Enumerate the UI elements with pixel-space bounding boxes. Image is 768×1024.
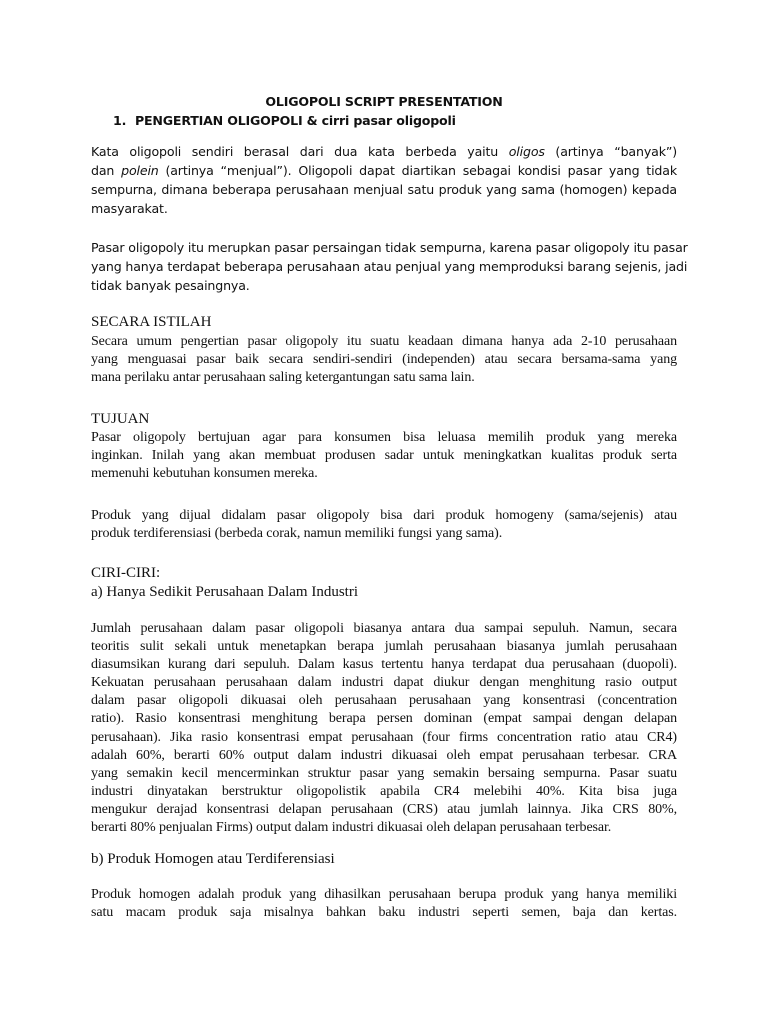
heading-text: PENGERTIAN OLIGOPOLI & cirri pasar oligopoli [135, 113, 456, 128]
text-line: dalam pasar oligopoli dikuasai oleh perusahaan perusahaan yang konsentrasi (concentration [91, 693, 677, 709]
paragraph-ciri-a [91, 620, 677, 837]
section-heading-tujuan: TUJUAN [91, 411, 150, 427]
document-title: OLIGOPOLI SCRIPT PRESENTATION [265, 94, 503, 109]
text-line: Kata oligopoli sendiri berasal dari dua kata berbeda yaitu oligos (artinya “banyak”) [91, 144, 677, 159]
text-line: Secara umum pengertian pasar oligopoly itu suatu keadaan dimana hanya ada 2-10 perusahaan [91, 334, 677, 349]
text-line: industri dinyatakan berstruktur oligopolistik apabila CR4 melebihi 40%. Kita bisa juga [91, 783, 677, 799]
text-line: yang menguasai pasar baik secara sendiri-sendiri (independen) atau secara bersama-sama yang [91, 352, 677, 368]
text-line: memenuhi kebutuhan konsumen mereka. [91, 466, 318, 482]
text-line: produk terdiferensiasi (berbeda corak, namun memiliki fungsi yang sama). [91, 526, 503, 542]
paragraph-produk [91, 507, 677, 543]
text-line: teoritis sulit sekali untuk menetapkan berapa jumlah perusahaan biasanya jumlah perusahaan [91, 639, 677, 655]
text-line: Pasar oligopoly itu merupkan pasar persaingan tidak sempurna, karena pasar oligopoly itu pasar [91, 240, 688, 255]
text-line: Pasar oligopoly bertujuan agar para konsumen bisa leluasa memilih produk yang mereka [91, 430, 677, 445]
text-line: mana perilaku antar perusahaan saling ketergantungan satu sama lain. [91, 370, 475, 386]
italic-term: polein [121, 163, 159, 178]
italic-term: oligos [508, 144, 545, 159]
section-heading-ciri: CIRI-CIRI: [91, 565, 161, 581]
section-heading-pengertian [113, 112, 456, 130]
subheading-b: b) Produk Homogen atau Terdiferensiasi [91, 851, 335, 867]
text-line: Produk yang dijual didalam pasar oligopoly bisa dari produk homogeny (sama/sejenis) atau [91, 508, 677, 523]
paragraph-tujuan [91, 429, 677, 483]
text-line: masyarakat. [91, 201, 168, 216]
heading-number: 1. [113, 113, 127, 128]
text-line: Kekuatan perusahaan perusahaan dalam industri dapat diukur dengan menghitung rasio output [91, 675, 677, 691]
text-line: sempurna, dimana beberapa perusahaan menjual satu produk yang sama (homogen) kepada [91, 182, 677, 197]
text-line: yang semakin kecil mencerminkan struktur pasar yang semakin bersaing sempurna. Pasar suatu [91, 765, 677, 781]
section-heading-istilah: SECARA ISTILAH [91, 314, 212, 330]
text-line: Produk homogen adalah produk yang dihasilkan perusahaan berupa produk yang hanya memiliki [91, 887, 677, 902]
paragraph-market [91, 238, 688, 295]
subheading-a: a) Hanya Sedikit Perusahaan Dalam Industri [91, 584, 359, 600]
text-line: yang hanya terdapat beberapa perusahaan atau penjual yang memproduksi barang sejenis, jadi [91, 259, 688, 274]
text-line: ratio). Rasio konsentrasi menghitung berapa persen dominan (empat sampai dengan delapan [91, 711, 677, 727]
text-line: tidak banyak pesaingnya. [91, 278, 250, 293]
paragraph-definition [91, 142, 677, 218]
paragraph-ciri-b [91, 886, 677, 922]
text-line: Jumlah perusahaan dalam pasar oligopoli biasanya antara dua sampai sepuluh. Namun, secara [91, 621, 677, 636]
text-line: inginkan. Inilah yang akan membuat produsen sadar untuk meningkatkan kualitas produk serta [91, 448, 677, 464]
text-line: berarti 80% penjualan Firms) output dalam industri dikuasai oleh delapan perusahaan terbesar. [91, 820, 612, 836]
text-line: diasumsikan kurang dari sepuluh. Dalam kasus tertentu hanya terdapat dua perusahaan (duopoli). [91, 657, 677, 673]
text-line: adalah 60%, berarti 60% output dalam industri dikuasai oleh empat perusahaan terbesar. CRA [91, 747, 677, 763]
text-line: satu macam produk saja misalnya bahkan baku industri seperti semen, baja dan kertas. [91, 905, 677, 921]
text-line: dan polein (artinya “menjual”). Oligopoli dapat diartikan sebagai kondisi pasar yang tidak [91, 163, 677, 178]
text-line: mengukur derajad konsentrasi delapan perusahaan (CRS) atau jumlah lainnya. Jika CRS 80%, [91, 801, 677, 817]
text-line: perusahaan). Jika rasio konsentrasi empat perusahaan (four firms concentration ratio atau CR4) [91, 729, 677, 745]
paragraph-istilah [91, 333, 677, 387]
